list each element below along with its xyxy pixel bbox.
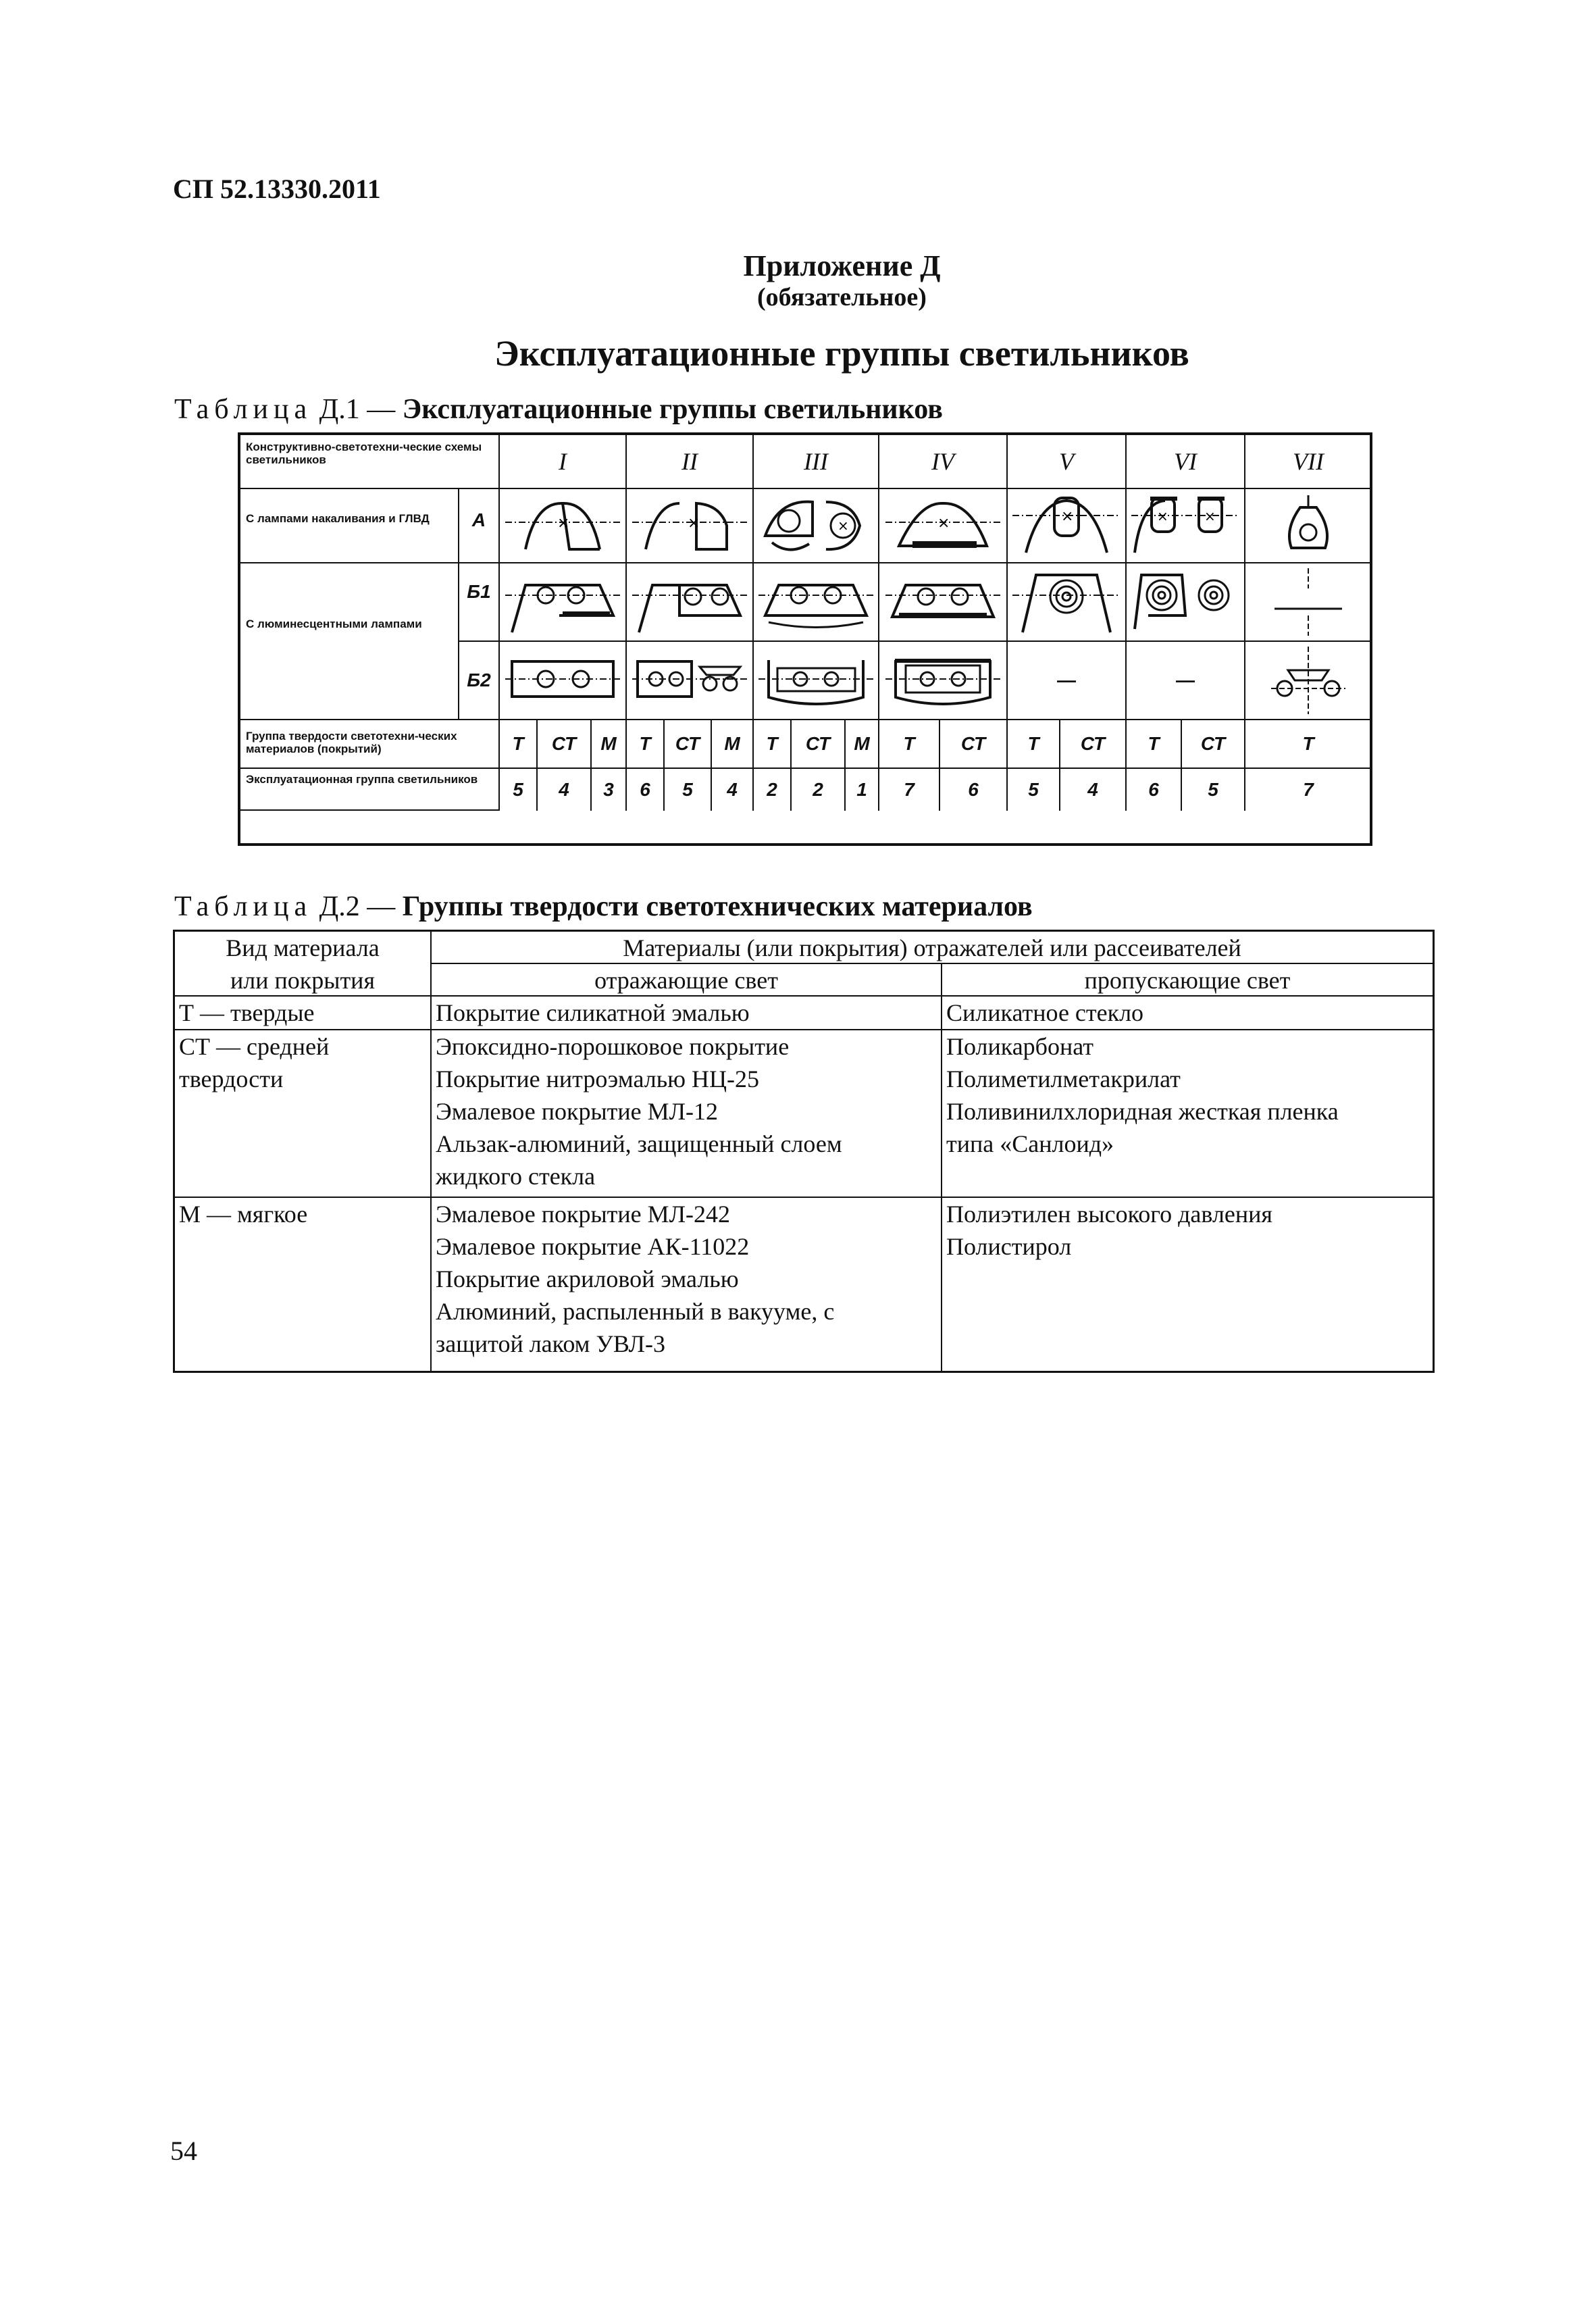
table1-caption-prefix: Таблица — [174, 394, 313, 425]
appendix-subtitle: (обязательное) — [757, 283, 927, 311]
row-label-group: Эксплуатационная группа светильников — [240, 769, 500, 811]
group-6-t: 6 — [1127, 769, 1182, 811]
group-3-st: 2 — [792, 769, 846, 811]
table2-caption-title: Группы твердости светотехнических материалов — [402, 891, 1033, 922]
row-code-b1: Б1 — [459, 563, 500, 642]
row-m-reflect-line4: Алюминий, распыленный в вакууме, с — [436, 1298, 835, 1325]
row-label-incandescent: С лампами накаливания и ГЛВД — [240, 489, 459, 563]
hardness-3-st: СТ — [792, 720, 846, 769]
document-code: СП 52.13330.2011 — [173, 174, 381, 204]
table2-caption-prefix: Таблица — [174, 891, 313, 922]
group-5-st: 4 — [1060, 769, 1127, 811]
row-m-transmit-line2: Полистирол — [946, 1233, 1072, 1260]
col-header-1: I — [500, 435, 627, 489]
scheme-7b2-symbol — [1245, 642, 1371, 720]
row-st-transmit-line3: Поливинилхлоридная жесткая пленка — [946, 1098, 1339, 1125]
col-header-2: II — [627, 435, 754, 489]
group-3-t: 2 — [754, 769, 792, 811]
scheme-1b2-symbol — [500, 642, 627, 720]
group-1-st: 4 — [538, 769, 592, 811]
col-header-reflect: отражающие свет — [432, 964, 942, 997]
hardness-1-m: М — [592, 720, 627, 769]
row-code-a: А — [459, 489, 500, 563]
table1-caption-title: Эксплуатационные группы светильников — [402, 394, 943, 425]
hardness-4-st: СТ — [940, 720, 1008, 769]
svg-text:×: × — [937, 515, 950, 532]
scheme-3b1-symbol — [754, 563, 879, 642]
svg-text:×: × — [838, 518, 849, 534]
row-m-transmit — [942, 1198, 1433, 1371]
row-m-reflect-line1: Эмалевое покрытие МЛ-242 — [436, 1201, 731, 1228]
row-m-reflect-line3: Покрытие акриловой эмалью — [436, 1265, 739, 1292]
row-label-fluorescent: С люминесцентными лампами — [240, 563, 459, 720]
scheme-5b2-dash: — — [1008, 642, 1127, 720]
svg-text:×: × — [557, 515, 570, 532]
hardness-2-m: М — [712, 720, 754, 769]
hardness-5-t: Т — [1008, 720, 1060, 769]
row-st-reflect-line4: Альзак-алюминий, защищенный слоем — [436, 1130, 842, 1157]
hardness-2-t: Т — [627, 720, 665, 769]
col-header-7: VII — [1245, 435, 1371, 489]
row-code-b2: Б2 — [459, 642, 500, 720]
appendix-main-title: Эксплуатационные группы светильников — [494, 333, 1189, 374]
row-st-kind — [175, 1030, 432, 1198]
group-5-t: 5 — [1008, 769, 1060, 811]
col-header-6: VI — [1127, 435, 1245, 489]
row-t-reflect — [432, 997, 942, 1030]
table-d2 — [173, 930, 1435, 1373]
row-m-kind-line: М — мягкое — [179, 1201, 308, 1228]
row-st-kind-line1: СТ — средней — [179, 1033, 330, 1060]
hardness-7-t: Т — [1245, 720, 1371, 769]
svg-text:×: × — [1204, 508, 1216, 524]
hardness-2-st: СТ — [665, 720, 712, 769]
col-header-3: III — [754, 435, 879, 489]
scheme-6b1-symbol — [1127, 563, 1245, 642]
scheme-2b2-symbol — [627, 642, 754, 720]
row-st-reflect-line1: Эпоксидно-порошковое покрытие — [436, 1033, 790, 1060]
group-3-m: 1 — [846, 769, 879, 811]
col-header-materials-group: Материалы (или покрытия) отражателей или рассеивателей — [432, 932, 1433, 964]
table1-caption — [174, 393, 943, 426]
row-t-kind — [175, 997, 432, 1030]
svg-text:×: × — [1061, 508, 1074, 525]
group-7-t: 7 — [1303, 779, 1314, 800]
scheme-4b2-symbol — [879, 642, 1008, 720]
scheme-2a-symbol — [627, 489, 754, 563]
group-1-t: 5 — [500, 769, 538, 811]
row-m-reflect — [432, 1198, 942, 1371]
scheme-5a-symbol — [1008, 489, 1127, 563]
scheme-6b2-dash: — — [1127, 642, 1245, 720]
row-t-transmit — [942, 997, 1433, 1030]
col-header-5: V — [1008, 435, 1127, 489]
row-m-reflect-line2: Эмалевое покрытие АК-11022 — [436, 1233, 750, 1260]
col-header-transmit: пропускающие свет — [942, 964, 1433, 997]
row-m-kind — [175, 1198, 432, 1371]
svg-text:×: × — [688, 515, 700, 532]
scheme-3a-symbol — [754, 489, 879, 563]
col-header-material-line1: Вид материала — [226, 934, 380, 961]
scheme-2b1-symbol — [627, 563, 754, 642]
table1-caption-number: Д.1 — — [312, 394, 403, 425]
row-t-reflect-line: Покрытие силикатной эмалью — [436, 999, 750, 1026]
table2-caption-number: Д.2 — — [312, 891, 403, 922]
row-t-transmit-line: Силикатное стекло — [946, 999, 1144, 1026]
row-st-transmit-line1: Поликарбонат — [946, 1033, 1094, 1060]
appendix-title: Приложение Д — [743, 249, 941, 282]
hardness-1-st: СТ — [538, 720, 592, 769]
row-st-kind-line2: твердости — [179, 1065, 284, 1092]
page-number: 54 — [170, 2136, 197, 2166]
col-header-material-line2: или покрытия — [230, 967, 375, 994]
group-6-st: 5 — [1182, 769, 1245, 811]
hardness-6-st: СТ — [1182, 720, 1245, 769]
group-1-m: 3 — [592, 769, 627, 811]
table-d1 — [238, 432, 1372, 846]
col-header-4: IV — [879, 435, 1008, 489]
group-2-m: 4 — [712, 769, 754, 811]
row-m-transmit-line1: Полиэтилен высокого давления — [946, 1201, 1272, 1228]
group-2-t: 6 — [627, 769, 665, 811]
row-st-reflect — [432, 1030, 942, 1198]
hardness-5-st: СТ — [1060, 720, 1127, 769]
row-label-schemes: Конструктивно-светотехни-ческие схемы светильников — [240, 435, 500, 489]
group-2-st: 5 — [665, 769, 712, 811]
row-st-reflect-line5: жидкого стекла — [436, 1163, 596, 1190]
scheme-7a-symbol — [1245, 489, 1371, 563]
row-st-reflect-line3: Эмалевое покрытие МЛ-12 — [436, 1098, 719, 1125]
scheme-7b1-symbol — [1245, 563, 1371, 642]
row-st-transmit-line4: типа «Санлоид» — [946, 1130, 1114, 1157]
row-st-transmit-line2: Полиметилметакрилат — [946, 1065, 1181, 1092]
hardness-1-t: Т — [500, 720, 538, 769]
scheme-4b1-symbol — [879, 563, 1008, 642]
row-m-reflect-line5: защитой лаком УВЛ-3 — [436, 1330, 665, 1357]
row-st-transmit — [942, 1030, 1433, 1198]
scheme-6a-symbol — [1127, 489, 1245, 563]
svg-text:×: × — [1157, 508, 1168, 524]
hardness-6-t: Т — [1127, 720, 1182, 769]
group-4-t: 7 — [879, 769, 940, 811]
table2-caption — [174, 890, 1033, 923]
row-st-reflect-line2: Покрытие нитроэмалью НЦ-25 — [436, 1065, 760, 1092]
row-t-kind-line: Т — твердые — [179, 999, 315, 1026]
hardness-3-m: М — [846, 720, 879, 769]
group-4-st: 6 — [940, 769, 1008, 811]
scheme-1b1-symbol — [500, 563, 627, 642]
scheme-5b1-symbol — [1008, 563, 1127, 642]
row-label-hardness: Группа твердости светотехни-ческих материалов (покрытий) — [240, 720, 500, 769]
hardness-4-t: Т — [879, 720, 940, 769]
hardness-3-t: Т — [754, 720, 792, 769]
scheme-4a-symbol — [879, 489, 1008, 563]
col-header-material — [175, 932, 432, 997]
scheme-3b2-symbol — [754, 642, 879, 720]
scheme-1a-symbol — [500, 489, 627, 563]
